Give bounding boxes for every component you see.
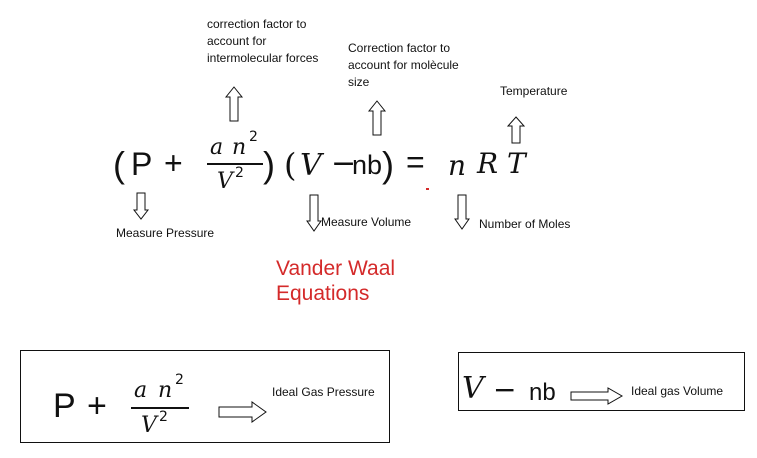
pressure-annotation: Measure Pressure: [116, 226, 215, 240]
right-arrow-icon: [570, 387, 624, 405]
temperature-annotation: Temperature: [500, 84, 568, 98]
ideal-volume-box: [458, 352, 745, 411]
volume-V: V: [217, 169, 233, 194]
annotation-line: size: [348, 75, 370, 89]
equals-sign: =: [406, 144, 425, 180]
minus-sign: −: [493, 373, 517, 406]
right-arrow-icon: [218, 401, 268, 423]
nb-term: nb: [529, 379, 556, 406]
red-dot-mark: [426, 188, 429, 190]
up-arrow-icon: [368, 100, 386, 136]
molecule-size-annotation: [348, 40, 459, 91]
constant-a: a: [210, 135, 224, 160]
plus-sign: +: [87, 387, 107, 425]
ideal-pressure-box: [20, 350, 390, 443]
down-arrow-icon: [133, 192, 149, 220]
plus-sign: +: [164, 145, 183, 181]
open-paren: (: [284, 146, 297, 184]
ideal-pressure-label: Ideal Gas Pressure: [272, 385, 375, 399]
down-arrow-icon: [306, 194, 322, 232]
close-paren: ): [263, 144, 275, 185]
exponent-2: 2: [175, 372, 184, 388]
intermolecular-forces-annotation: [207, 16, 318, 67]
annotation-line: correction factor to: [207, 17, 307, 31]
annotation-line: account for molècule: [348, 58, 459, 72]
annotation-line: account for: [207, 34, 267, 48]
gas-constant-R: R: [477, 147, 499, 180]
diagram-title: [276, 256, 395, 306]
exponent-2: 2: [249, 129, 258, 145]
up-arrow-icon: [225, 86, 243, 122]
exponent-2: 2: [159, 409, 168, 425]
moles-n: n: [232, 135, 247, 160]
constant-a: a: [134, 378, 148, 403]
volume-V: V: [141, 413, 157, 438]
moles-n: n: [448, 149, 467, 182]
open-paren: (: [113, 144, 125, 185]
minus-sign: −: [331, 146, 357, 181]
down-arrow-icon: [454, 194, 470, 230]
moles-n: n: [158, 378, 173, 403]
pressure-symbol: P: [131, 146, 153, 182]
up-arrow-icon: [507, 116, 525, 144]
nb-term: nb: [352, 150, 383, 180]
temperature-T: T: [507, 147, 526, 180]
annotation-line: intermolecular forces: [207, 51, 319, 65]
annotation-line: Correction factor to: [348, 41, 451, 55]
title-line: Vander Waal: [276, 257, 396, 280]
exponent-2: 2: [235, 165, 244, 181]
moles-annotation: Number of Moles: [479, 217, 571, 231]
volume-V: V: [300, 148, 322, 183]
volume-V: V: [462, 371, 484, 406]
volume-annotation: Measure Volume: [321, 215, 412, 229]
ideal-volume-label: Ideal gas Volume: [631, 384, 724, 398]
close-paren: ): [382, 144, 394, 185]
pressure-symbol: P: [53, 387, 76, 425]
title-line: Equations: [276, 282, 370, 305]
